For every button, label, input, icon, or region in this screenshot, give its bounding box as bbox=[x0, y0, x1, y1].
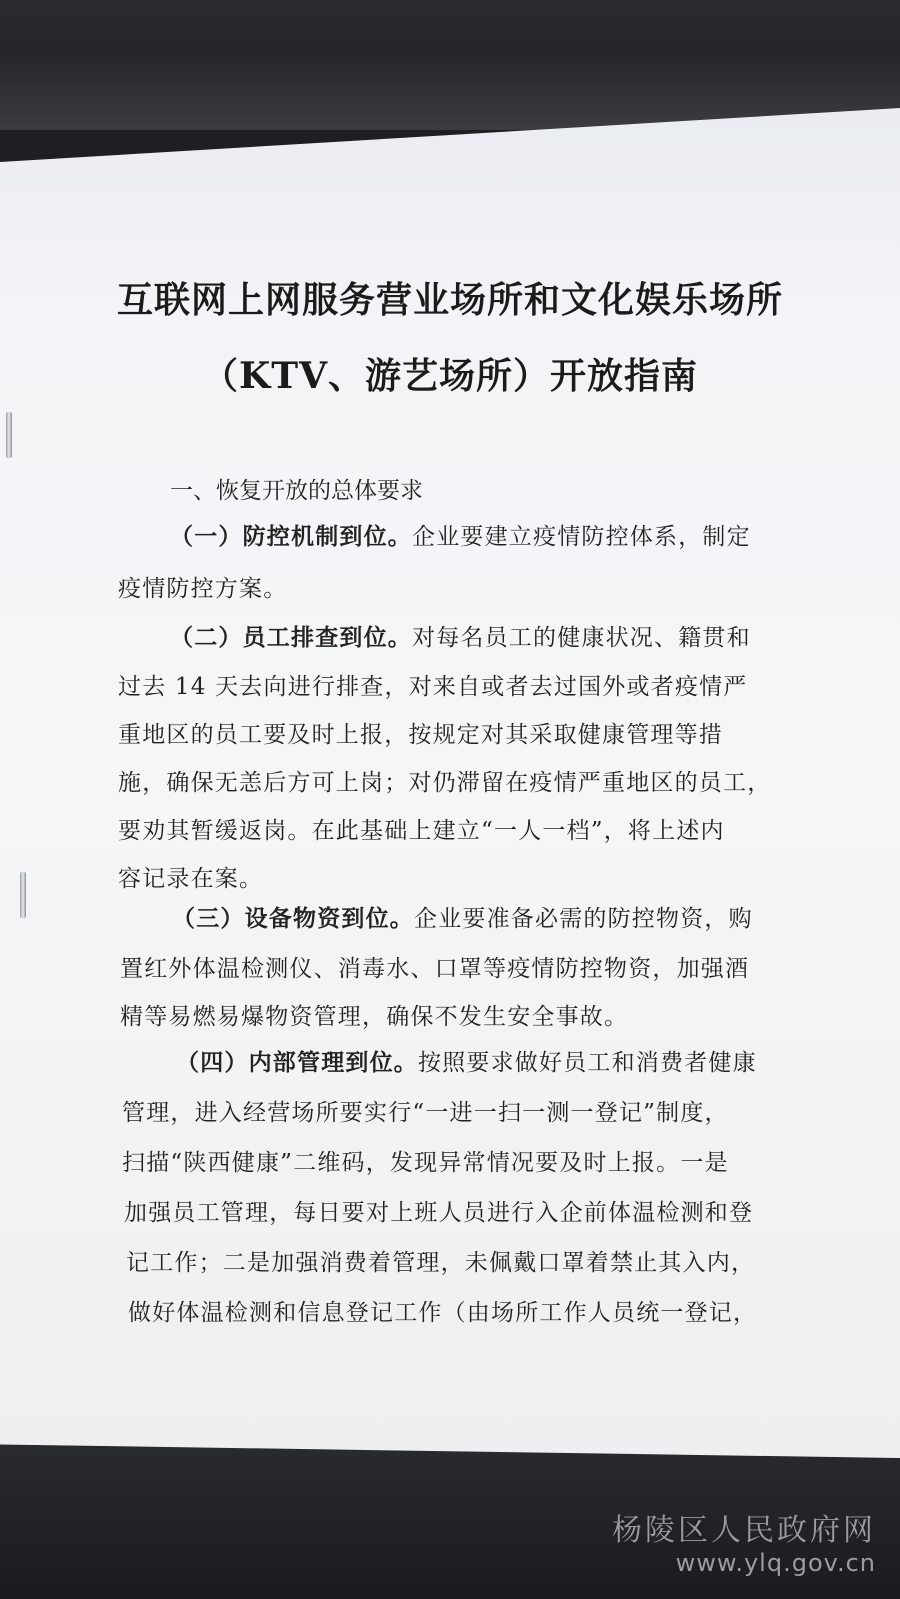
staple-bottom bbox=[20, 872, 26, 918]
paragraph-3-line-3: 精等易燃易爆物资管理，确保不发生安全事故。 bbox=[120, 1004, 629, 1030]
paragraph-4-line-6: 做好体温检测和信息登记工作（由场所工作人员统一登记， bbox=[128, 1300, 758, 1326]
paragraph-1-line-2: 疫情防控方案。 bbox=[118, 576, 288, 602]
paragraph-4-line-1 bbox=[176, 1044, 757, 1077]
paragraph-1-text: 企业要建立疫情防控体系，制定 bbox=[412, 524, 751, 550]
paragraph-2-line-1 bbox=[170, 619, 751, 652]
paragraph-3-lead: （三）设备物资到位。 bbox=[172, 905, 414, 932]
paragraph-3-line-2: 置红外体温检测仪、消毒水、口罩等疫情防控物资，加强酒 bbox=[120, 956, 750, 982]
paragraph-2-lead: （二）员工排查到位。 bbox=[170, 624, 412, 651]
paragraph-2-text: 对每名员工的健康状况、籍贯和 bbox=[412, 625, 751, 651]
document-title-line-1: 互联网上网服务营业场所和文化娱乐场所 bbox=[116, 279, 783, 321]
paragraph-2-line-2: 过去 14 天去向进行排查，对来自或者去过国外或者疫情严 bbox=[118, 674, 748, 700]
paragraph-4-line-4: 加强员工管理，每日要对上班人员进行入企前体温检测和登 bbox=[124, 1200, 754, 1226]
document-title-line-2: （KTV、游艺场所）开放指南 bbox=[201, 355, 698, 397]
paragraph-4-line-5: 记工作；二是加强消费着管理，未佩戴口罩着禁止其入内， bbox=[126, 1250, 756, 1276]
paragraph-1-lead: （一）防控机制到位。 bbox=[170, 523, 412, 550]
paragraph-4-line-3: 扫描“陕西健康”二维码，发现异常情况要及时上报。一是 bbox=[122, 1150, 729, 1176]
paragraph-4-lead: （四）内部管理到位。 bbox=[176, 1049, 418, 1076]
paragraph-3-line-1 bbox=[172, 900, 753, 933]
watermark-url: www.ylq.gov.cn bbox=[675, 1549, 876, 1577]
paragraph-1-line-1 bbox=[170, 518, 751, 551]
paragraph-4-line-2: 管理，进入经营场所要实行“一进一扫一测一登记”制度， bbox=[122, 1100, 729, 1126]
section-heading: 一、恢复开放的总体要求 bbox=[170, 478, 423, 504]
paragraph-4-text: 按照要求做好员工和消费者健康 bbox=[418, 1050, 757, 1076]
paragraph-3-text: 企业要准备必需的防控物资，购 bbox=[414, 906, 753, 932]
paragraph-2-line-5: 要劝其暂缓返岗。在此基础上建立“一人一档”，将上述内 bbox=[118, 818, 725, 844]
paragraph-2-line-3: 重地区的员工要及时上报，按规定对其采取健康管理等措 bbox=[118, 722, 723, 748]
paragraph-2-line-6: 容记录在案。 bbox=[118, 866, 264, 892]
staple-top bbox=[6, 412, 12, 458]
watermark-site-name: 杨陵区人民政府网 bbox=[612, 1513, 876, 1548]
background-top bbox=[0, 0, 900, 130]
paragraph-2-line-4: 施，确保无恙后方可上岗；对仍滞留在疫情严重地区的员工， bbox=[118, 770, 772, 796]
site-watermark bbox=[612, 1505, 876, 1577]
